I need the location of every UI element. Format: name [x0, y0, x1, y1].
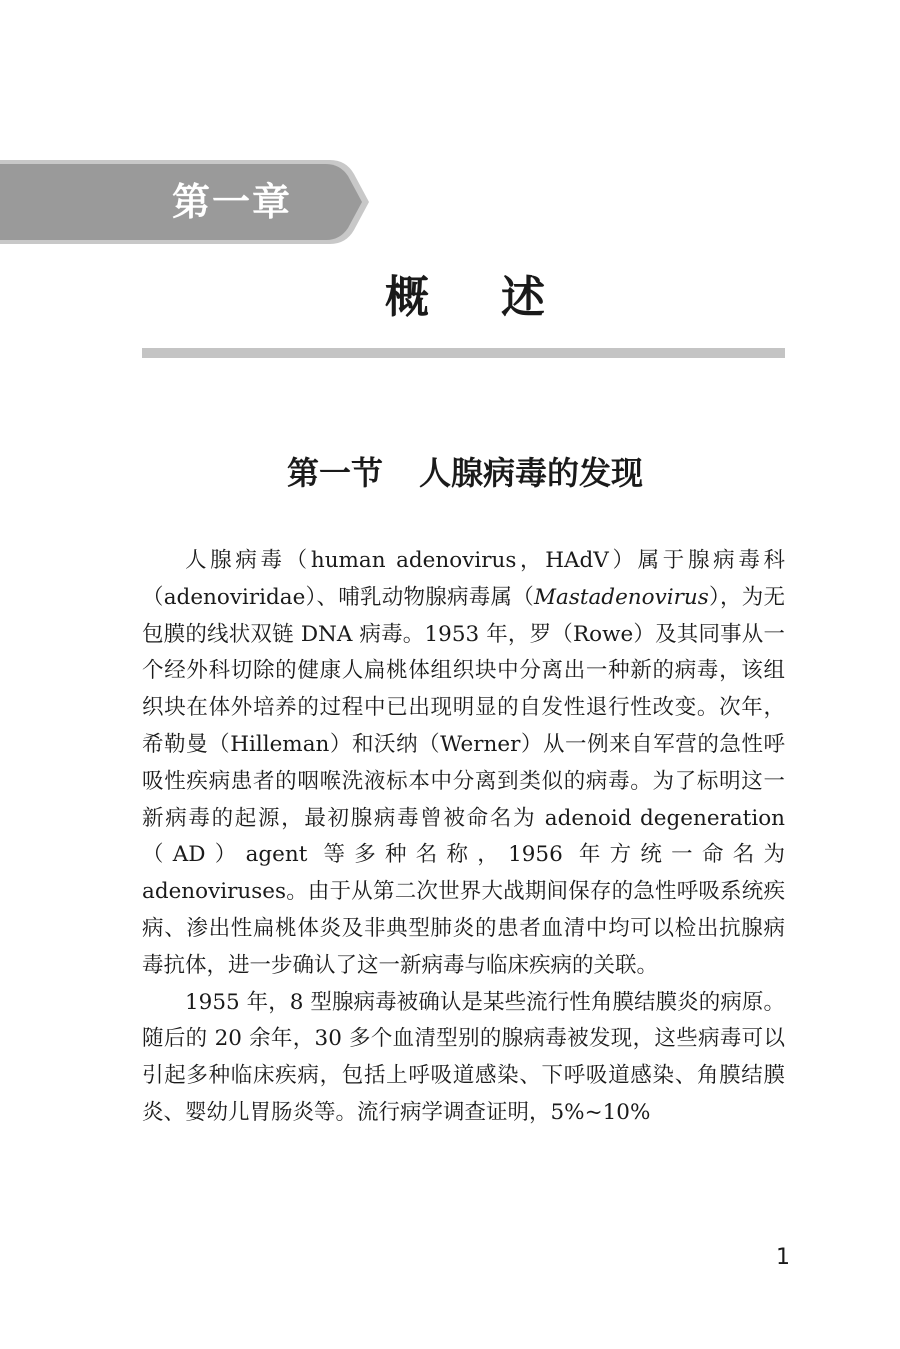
page-number: 1	[776, 1245, 790, 1270]
section-name: 人腺病毒的发现	[419, 454, 644, 492]
paragraph-1	[142, 543, 785, 985]
paragraph-1-part-b: ），为无包膜的线状双链 DNA 病毒。1953 年，罗（Rowe）及其同事从一个经外科切除的健康人扁桃体组织块中分离出一种新的病毒，该组织块在体外培养的过程中已出现明显的自发性退行性改变。次年，希勒曼（Hilleman）和沃纳（Werner）从一例来自军营的急性呼吸性疾病患者的咽喉洗液标本中分离到类似的病毒。为了标明这一新病毒的起源，最初腺病毒曾被命名为 adenoid degeneration（AD）agent 等多种名称，1956 年方统一命名为 adenoviruses。由于从第二次世界大战期间保存的急性呼吸系统疾病、渗出性扁桃体炎及非典型肺炎的患者血清中均可以检出抗腺病毒抗体，进一步确认了这一新病毒与临床疾病的关联。	[142, 584, 785, 978]
paragraph-1-part-a: 人腺病毒（human adenovirus，HAdV）属于腺病毒科（adenoviridae）、哺乳动物腺病毒属（	[142, 548, 785, 610]
chapter-label: 第一章	[172, 180, 293, 224]
section-title	[140, 448, 790, 498]
chapter-title: 概述	[385, 272, 617, 323]
genus-name: Mastadenovirus	[533, 584, 709, 610]
section-number: 第一节	[286, 454, 383, 492]
body-text	[142, 543, 785, 1132]
paragraph-2: 1955 年，8 型腺病毒被确认是某些流行性角膜结膜炎的病原。随后的 20 余年，30 多个血清型别的腺病毒被发现，这些病毒可以引起多种临床疾病，包括上呼吸道感染、下呼吸道感染、角膜结膜炎、婴幼儿胃肠炎等。流行病学调查证明，5%~10%	[142, 989, 785, 1125]
title-rule	[142, 348, 785, 358]
